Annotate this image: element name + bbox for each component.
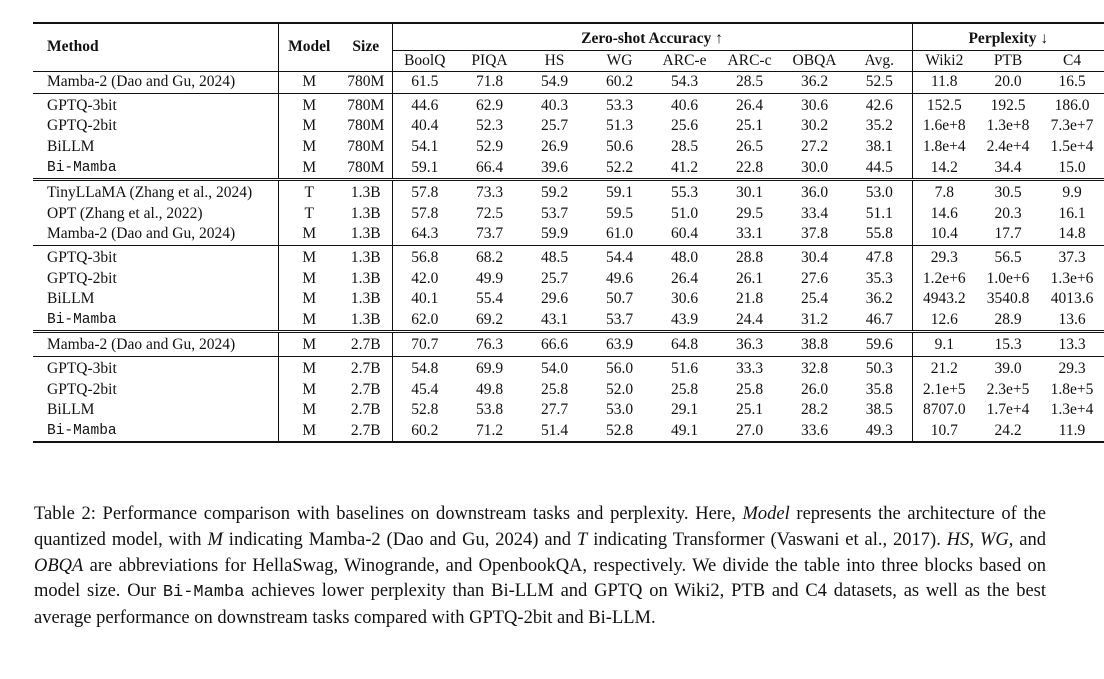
- cell-perplexity: 1.2e+6: [912, 269, 976, 290]
- header-acc-col: OBQA: [792, 51, 837, 69]
- cell-accuracy: 69.2: [475, 310, 504, 328]
- caption-text-2: represents the architecture of the quantized model, with: [34, 504, 1047, 550]
- cell-size: 1.3B: [350, 204, 381, 222]
- cell-accuracy: 30.6: [670, 290, 699, 308]
- cell-accuracy: 66.6: [522, 332, 587, 357]
- cell-model: M: [278, 158, 340, 180]
- cell-accuracy: 28.2: [800, 401, 829, 419]
- cell-accuracy: 73.3: [457, 180, 522, 204]
- cell-accuracy: 59.5: [605, 204, 634, 222]
- cell-accuracy: 32.8: [782, 356, 847, 379]
- cell-accuracy: 43.9: [670, 310, 699, 328]
- cell-perplexity: 14.6: [912, 204, 976, 225]
- cell-accuracy: 72.5: [475, 204, 504, 222]
- cell-method: Mamba-2 (Dao and Gu, 2024): [47, 225, 236, 243]
- cell-method: BiLLM: [47, 290, 95, 308]
- cell-model: M: [278, 356, 340, 379]
- cell-perplexity: 34.4: [994, 158, 1022, 176]
- results-table: [33, 22, 1104, 443]
- cell-accuracy: 55.8: [865, 225, 893, 243]
- cell-accuracy: 26.9: [540, 137, 569, 155]
- cell-accuracy: 36.2: [782, 72, 847, 94]
- cell-accuracy: 35.8: [865, 380, 893, 398]
- table-row: [33, 332, 1104, 357]
- caption-sep-1: ,: [969, 529, 980, 550]
- cell-perplexity: 2.1e+5: [912, 380, 976, 401]
- cell-method: GPTQ-2bit: [47, 117, 117, 135]
- cell-size: 780M: [347, 158, 385, 176]
- cell-accuracy: 41.2: [670, 158, 699, 176]
- cell-accuracy: 21.8: [735, 290, 764, 308]
- cell-accuracy: 51.3: [605, 117, 634, 135]
- cell-accuracy: 49.8: [475, 380, 504, 398]
- cell-size: 2.7B: [340, 332, 392, 357]
- cell-perplexity: 1.8e+4: [912, 137, 976, 158]
- cell-perplexity: 12.6: [912, 310, 976, 332]
- cell-perplexity: 21.2: [912, 356, 976, 379]
- cell-accuracy: 54.1: [392, 137, 457, 158]
- header-method: Method: [33, 23, 278, 72]
- cell-accuracy: 30.0: [800, 158, 829, 176]
- cell-accuracy: 51.6: [652, 356, 717, 379]
- cell-size: 1.3B: [350, 290, 381, 308]
- cell-accuracy: 35.2: [865, 117, 893, 135]
- table-row: [33, 158, 1104, 180]
- cell-perplexity: 152.5: [912, 93, 976, 116]
- table-row: [33, 137, 1104, 158]
- cell-accuracy: 30.4: [782, 245, 847, 268]
- cell-accuracy: 52.5: [847, 72, 912, 94]
- cell-perplexity: 7.8: [912, 180, 976, 204]
- header-zero-shot: Zero-shot Accuracy ↑: [392, 23, 912, 50]
- cell-accuracy: 27.6: [800, 269, 829, 287]
- cell-accuracy: 53.7: [540, 204, 569, 222]
- caption-bimamba: Bi-Mamba: [162, 583, 245, 603]
- cell-size: 2.7B: [350, 380, 381, 398]
- cell-perplexity: 15.3: [976, 332, 1040, 357]
- cell-accuracy: 29.5: [735, 204, 764, 222]
- cell-perplexity: 3540.8: [986, 290, 1030, 308]
- cell-model: M: [278, 310, 340, 332]
- cell-model: M: [278, 400, 340, 421]
- cell-accuracy: 53.3: [587, 93, 652, 116]
- cell-accuracy: 49.6: [605, 269, 634, 287]
- cell-accuracy: 28.5: [717, 72, 782, 94]
- cell-accuracy: 60.2: [392, 421, 457, 443]
- cell-accuracy: 54.8: [392, 356, 457, 379]
- cell-perplexity: 20.0: [976, 72, 1040, 94]
- cell-perplexity: 1.6e+8: [912, 116, 976, 137]
- cell-model: M: [278, 380, 340, 401]
- cell-accuracy: 62.0: [392, 310, 457, 332]
- cell-size: 780M: [347, 117, 385, 135]
- cell-accuracy: 59.1: [392, 158, 457, 180]
- cell-perplexity: 4013.6: [1050, 290, 1094, 308]
- cell-accuracy: 40.4: [392, 116, 457, 137]
- cell-accuracy: 53.0: [605, 401, 634, 419]
- cell-perplexity: 186.0: [1040, 93, 1104, 116]
- cell-accuracy: 51.0: [670, 204, 699, 222]
- cell-perplexity: 192.5: [976, 93, 1040, 116]
- cell-accuracy: 30.6: [782, 93, 847, 116]
- table-row: [33, 421, 1104, 443]
- cell-perplexity: 1.3e+6: [1050, 269, 1094, 287]
- cell-accuracy: 25.7: [540, 117, 569, 135]
- cell-accuracy: 49.1: [652, 421, 717, 443]
- cell-accuracy: 68.2: [457, 245, 522, 268]
- cell-model: M: [278, 116, 340, 137]
- header-size: Size: [340, 23, 392, 72]
- cell-accuracy: 69.9: [457, 356, 522, 379]
- cell-accuracy: 52.8: [587, 421, 652, 443]
- cell-accuracy: 39.6: [540, 158, 569, 176]
- cell-accuracy: 26.4: [717, 93, 782, 116]
- table-row: [33, 180, 1104, 204]
- table-body: [33, 72, 1104, 443]
- cell-accuracy: 63.9: [587, 332, 652, 357]
- caption-obqa: OBQA: [34, 555, 84, 576]
- cell-accuracy: 56.8: [392, 245, 457, 268]
- header-acc-col: ARC-e: [662, 51, 707, 69]
- cell-perplexity: 13.3: [1040, 332, 1104, 357]
- cell-perplexity: 24.2: [976, 421, 1040, 443]
- cell-size: 780M: [340, 72, 392, 94]
- cell-perplexity: 16.5: [1040, 72, 1104, 94]
- caption-text-1: Table 2: Performance comparison with baselines on downstream tasks and perplexity. Here,: [34, 504, 743, 524]
- caption-m-word: M: [207, 529, 223, 550]
- cell-accuracy: 38.5: [865, 401, 893, 419]
- cell-accuracy: 52.8: [392, 400, 457, 421]
- cell-perplexity: 7.3e+7: [1050, 117, 1094, 135]
- cell-model: M: [278, 269, 340, 290]
- cell-perplexity: 1.7e+4: [986, 401, 1030, 419]
- cell-accuracy: 52.3: [475, 117, 504, 135]
- cell-accuracy: 25.8: [735, 380, 764, 398]
- cell-accuracy: 49.3: [847, 421, 912, 443]
- cell-accuracy: 26.1: [735, 269, 764, 287]
- cell-accuracy: 56.0: [587, 356, 652, 379]
- cell-accuracy: 26.4: [670, 269, 699, 287]
- cell-accuracy: 46.7: [865, 310, 893, 328]
- cell-size: 1.3B: [340, 245, 392, 268]
- cell-perplexity: 29.3: [1040, 356, 1104, 379]
- cell-perplexity: 16.1: [1058, 204, 1086, 222]
- cell-accuracy: 57.8: [392, 180, 457, 204]
- cell-accuracy: 25.7: [540, 269, 569, 287]
- cell-perplexity: 4943.2: [912, 289, 976, 310]
- cell-accuracy: 28.5: [670, 137, 699, 155]
- table-row: [33, 269, 1104, 290]
- cell-accuracy: 37.8: [800, 225, 829, 243]
- cell-accuracy: 50.3: [847, 356, 912, 379]
- cell-accuracy: 54.4: [587, 245, 652, 268]
- caption-text-4: indicating Transformer (Vaswani et al., 2017).: [587, 529, 947, 550]
- cell-accuracy: 66.4: [475, 158, 504, 176]
- cell-accuracy: 59.6: [847, 332, 912, 357]
- header-acc-col: PIQA: [471, 51, 508, 69]
- cell-size: 1.3B: [350, 310, 381, 328]
- cell-perplexity: 14.2: [912, 158, 976, 180]
- cell-accuracy: 70.7: [392, 332, 457, 357]
- cell-accuracy: 27.2: [800, 137, 829, 155]
- cell-accuracy: 59.9: [540, 225, 569, 243]
- cell-perplexity: 11.8: [912, 72, 976, 94]
- cell-accuracy: 62.9: [457, 93, 522, 116]
- header-ppl-col: C4: [1062, 51, 1082, 69]
- caption-text-3: indicating Mamba-2 (Dao and Gu, 2024) and: [222, 529, 577, 550]
- header-acc-col: WG: [606, 51, 633, 69]
- cell-perplexity: 29.3: [912, 245, 976, 268]
- header-ppl-col: PTB: [993, 51, 1023, 69]
- caption-text-6: achieves lower perplexity than Bi-LLM and GPTQ on Wiki2, PTB and C4 datasets, as well as the best average performance on downstream tasks compared with GPTQ-2bit and Bi-LLM.: [34, 581, 1047, 629]
- header-acc-col: HS: [544, 51, 565, 69]
- cell-accuracy: 45.4: [392, 380, 457, 401]
- cell-accuracy: 53.0: [847, 180, 912, 204]
- cell-accuracy: 50.6: [605, 137, 634, 155]
- cell-model: M: [278, 224, 340, 245]
- cell-perplexity: 1.3e+4: [1050, 401, 1094, 419]
- cell-accuracy: 54.3: [652, 72, 717, 94]
- cell-accuracy: 64.3: [392, 224, 457, 245]
- results-table-container: [33, 22, 1094, 443]
- cell-accuracy: 29.1: [670, 401, 699, 419]
- cell-model: T: [278, 204, 340, 225]
- cell-size: 2.7B: [340, 421, 392, 443]
- cell-accuracy: 51.1: [865, 204, 893, 222]
- table-row: [33, 356, 1104, 379]
- cell-accuracy: 48.0: [652, 245, 717, 268]
- cell-accuracy: 29.6: [540, 290, 569, 308]
- cell-method: Mamba-2 (Dao and Gu, 2024): [33, 332, 278, 357]
- cell-perplexity: 15.0: [1058, 158, 1086, 176]
- cell-accuracy: 40.1: [392, 289, 457, 310]
- cell-perplexity: 14.8: [1058, 225, 1086, 243]
- cell-accuracy: 28.8: [717, 245, 782, 268]
- cell-accuracy: 53.8: [475, 401, 504, 419]
- table-row: [33, 116, 1104, 137]
- cell-perplexity: 37.3: [1040, 245, 1104, 268]
- table-row: [33, 400, 1104, 421]
- table-row: [33, 289, 1104, 310]
- cell-model: M: [278, 72, 340, 94]
- cell-perplexity: 39.0: [976, 356, 1040, 379]
- cell-accuracy: 54.9: [522, 72, 587, 94]
- cell-method: GPTQ-2bit: [47, 269, 117, 287]
- cell-accuracy: 61.5: [392, 72, 457, 94]
- caption-text-5: are abbreviations for HellaSwag, Winogrande, and OpenbookQA, respectively. We divide the table into three blocks based on model size. Our: [34, 555, 1046, 602]
- cell-accuracy: 47.8: [847, 245, 912, 268]
- cell-perplexity: 10.7: [912, 421, 976, 443]
- cell-accuracy: 30.1: [717, 180, 782, 204]
- cell-accuracy: 57.8: [392, 204, 457, 225]
- cell-method: OPT (Zhang et al., 2022): [47, 204, 203, 222]
- caption-wg: WG: [979, 529, 1009, 550]
- caption-t-word: T: [576, 529, 588, 550]
- caption-model-word: Model: [742, 504, 790, 524]
- table-row: [33, 72, 1104, 94]
- cell-accuracy: 59.2: [522, 180, 587, 204]
- cell-accuracy: 26.0: [800, 380, 829, 398]
- cell-accuracy: 26.5: [735, 137, 764, 155]
- cell-method: Mamba-2 (Dao and Gu, 2024): [33, 72, 278, 94]
- table-row: [33, 380, 1104, 401]
- cell-accuracy: 59.1: [587, 180, 652, 204]
- cell-perplexity: 9.1: [912, 332, 976, 357]
- cell-size: 1.3B: [350, 269, 381, 287]
- cell-accuracy: 55.4: [475, 290, 504, 308]
- table-row: [33, 204, 1104, 225]
- cell-accuracy: 38.1: [865, 137, 893, 155]
- table-row: [33, 245, 1104, 268]
- cell-accuracy: 36.3: [717, 332, 782, 357]
- cell-accuracy: 36.2: [865, 290, 893, 308]
- table-header: [33, 23, 1104, 72]
- cell-perplexity: 20.3: [994, 204, 1022, 222]
- cell-size: 780M: [347, 137, 385, 155]
- cell-perplexity: 9.9: [1040, 180, 1104, 204]
- cell-perplexity: 8707.0: [912, 400, 976, 421]
- cell-accuracy: 30.2: [800, 117, 829, 135]
- cell-model: M: [278, 93, 340, 116]
- cell-accuracy: 42.6: [847, 93, 912, 116]
- cell-accuracy: 73.7: [475, 225, 504, 243]
- cell-accuracy: 64.8: [652, 332, 717, 357]
- cell-accuracy: 31.2: [800, 310, 829, 328]
- cell-perplexity: 11.9: [1040, 421, 1104, 443]
- caption-sep-2: , and: [1008, 529, 1046, 550]
- cell-model: M: [278, 245, 340, 268]
- header-acc-col: ARC-c: [727, 51, 772, 69]
- cell-accuracy: 38.8: [782, 332, 847, 357]
- header-ppl-col: Wiki2: [912, 50, 976, 72]
- cell-accuracy: 25.8: [540, 380, 569, 398]
- cell-accuracy: 53.7: [605, 310, 634, 328]
- cell-accuracy: 50.7: [605, 290, 634, 308]
- cell-accuracy: 33.1: [735, 225, 764, 243]
- cell-accuracy: 25.1: [735, 401, 764, 419]
- cell-accuracy: 48.5: [522, 245, 587, 268]
- cell-method: BiLLM: [47, 401, 95, 419]
- cell-method: Bi-Mamba: [33, 421, 278, 443]
- cell-method: Bi-Mamba: [47, 159, 117, 176]
- cell-accuracy: 60.4: [670, 225, 699, 243]
- cell-accuracy: 33.3: [717, 356, 782, 379]
- cell-accuracy: 49.9: [475, 269, 504, 287]
- table-caption: [34, 502, 1046, 632]
- cell-size: 1.3B: [350, 225, 381, 243]
- cell-accuracy: 40.3: [522, 93, 587, 116]
- cell-perplexity: 1.0e+6: [986, 269, 1030, 287]
- cell-accuracy: 60.2: [587, 72, 652, 94]
- cell-perplexity: 2.3e+5: [986, 380, 1030, 398]
- cell-accuracy: 54.0: [522, 356, 587, 379]
- cell-accuracy: 52.9: [475, 137, 504, 155]
- cell-accuracy: 71.2: [457, 421, 522, 443]
- cell-accuracy: 76.3: [457, 332, 522, 357]
- cell-accuracy: 42.0: [392, 269, 457, 290]
- cell-perplexity: 28.9: [994, 310, 1022, 328]
- cell-perplexity: 2.4e+4: [986, 137, 1030, 155]
- cell-accuracy: 27.0: [717, 421, 782, 443]
- cell-model: M: [278, 332, 340, 357]
- table-row: [33, 224, 1104, 245]
- cell-size: 780M: [340, 93, 392, 116]
- cell-model: M: [278, 289, 340, 310]
- cell-method: TinyLLaMA (Zhang et al., 2024): [33, 180, 278, 204]
- cell-accuracy: 51.4: [522, 421, 587, 443]
- cell-model: M: [278, 421, 340, 443]
- cell-accuracy: 33.4: [800, 204, 829, 222]
- cell-perplexity: 1.3e+8: [986, 117, 1030, 135]
- cell-perplexity: 17.7: [994, 225, 1022, 243]
- header-acc-col: Avg.: [864, 51, 894, 69]
- cell-perplexity: 13.6: [1058, 310, 1086, 328]
- header-model: Model: [278, 23, 340, 72]
- cell-method: GPTQ-3bit: [33, 245, 278, 268]
- cell-accuracy: 43.1: [540, 310, 569, 328]
- cell-accuracy: 25.6: [670, 117, 699, 135]
- cell-perplexity: 1.8e+5: [1050, 380, 1094, 398]
- cell-accuracy: 25.8: [670, 380, 699, 398]
- cell-size: 2.7B: [350, 401, 381, 419]
- caption-hs: HS: [946, 529, 970, 550]
- cell-perplexity: 56.5: [976, 245, 1040, 268]
- cell-perplexity: 10.4: [912, 224, 976, 245]
- cell-accuracy: 71.8: [457, 72, 522, 94]
- cell-accuracy: 44.6: [392, 93, 457, 116]
- cell-accuracy: 61.0: [605, 225, 634, 243]
- cell-accuracy: 55.3: [652, 180, 717, 204]
- table-row: [33, 93, 1104, 116]
- cell-method: GPTQ-3bit: [33, 93, 278, 116]
- cell-method: GPTQ-2bit: [47, 380, 117, 398]
- cell-size: 1.3B: [340, 180, 392, 204]
- cell-accuracy: 40.6: [652, 93, 717, 116]
- cell-accuracy: 52.2: [605, 158, 634, 176]
- cell-perplexity: 1.5e+4: [1050, 137, 1094, 155]
- cell-accuracy: 22.8: [735, 158, 764, 176]
- cell-model: T: [278, 180, 340, 204]
- cell-method: GPTQ-3bit: [33, 356, 278, 379]
- cell-accuracy: 25.1: [735, 117, 764, 135]
- cell-size: 2.7B: [340, 356, 392, 379]
- header-perplexity: Perplexity ↓: [912, 23, 1104, 50]
- cell-accuracy: 27.7: [540, 401, 569, 419]
- cell-accuracy: 24.4: [735, 310, 764, 328]
- cell-perplexity: 30.5: [976, 180, 1040, 204]
- table-row: [33, 310, 1104, 332]
- cell-method: Bi-Mamba: [47, 311, 117, 328]
- cell-accuracy: 36.0: [782, 180, 847, 204]
- header-acc-col: BoolQ: [392, 50, 457, 72]
- cell-model: M: [278, 137, 340, 158]
- cell-accuracy: 35.3: [865, 269, 893, 287]
- cell-method: BiLLM: [47, 137, 95, 155]
- cell-accuracy: 44.5: [865, 158, 893, 176]
- cell-accuracy: 52.0: [605, 380, 634, 398]
- cell-accuracy: 33.6: [782, 421, 847, 443]
- cell-accuracy: 25.4: [800, 290, 829, 308]
